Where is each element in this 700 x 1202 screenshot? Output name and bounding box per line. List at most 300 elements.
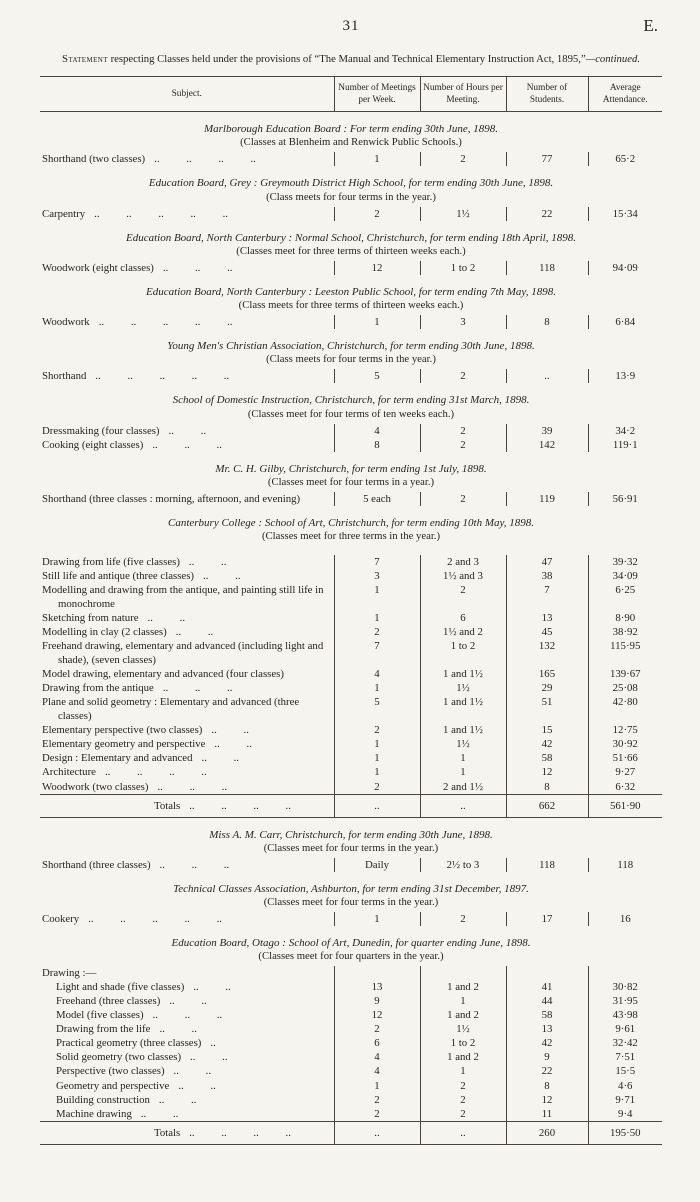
attendance-cell: 42·80 (588, 695, 662, 723)
subject-text: Practical geometry (three classes) .. (56, 1037, 216, 1050)
table-row (40, 152, 662, 166)
students-cell: 39 (506, 424, 588, 438)
section-note-row (40, 896, 662, 912)
section-note: (Classes meet for four quarters in the year.) (258, 950, 444, 963)
subject-text: Freehand (three classes) .. .. (56, 995, 207, 1008)
subject-cell (40, 315, 334, 329)
subject-cell (40, 261, 334, 275)
col-header-attendance: Average Attendance. (588, 76, 662, 111)
table-row (40, 639, 662, 667)
subject-text: Light and shade (five classes) .. .. (56, 981, 231, 994)
leader-dots: .. .. (159, 1023, 197, 1036)
leader-dots: .. .. (169, 995, 207, 1008)
subject-text: Drawing from the life .. .. (56, 1023, 197, 1036)
students-cell: 118 (506, 261, 588, 275)
students-cell: 662 (506, 794, 588, 817)
subject-cell (40, 625, 334, 639)
meetings-cell: 12 (334, 1008, 420, 1022)
subject-text: Shorthand (three classes : morning, afternoon, and evening) (42, 492, 301, 505)
subject-text: Modelling in clay (2 classes) .. .. (42, 626, 214, 639)
section-note: (Classes meet for four terms in a year.) (267, 475, 435, 488)
students-cell: 11 (506, 1107, 588, 1122)
attendance-cell: 56·91 (588, 492, 662, 506)
attendance-cell: 32·42 (588, 1036, 662, 1050)
subject-text: Sketching from nature .. .. (42, 612, 186, 625)
leader-dots: .. (210, 1037, 216, 1050)
meetings-cell: 3 (334, 569, 420, 583)
attendance-cell: 9·61 (588, 1022, 662, 1036)
subject-cell (40, 152, 334, 166)
leader-dots: .. .. (214, 738, 252, 751)
leader-dots: .. .. .. (152, 1009, 223, 1022)
hours-cell (420, 966, 506, 980)
hours-cell: 1½ (420, 737, 506, 751)
meetings-cell: 4 (334, 1064, 420, 1078)
section-title: Marlborough Education Board : For term ending 30th June, 1898. (203, 123, 498, 136)
hours-cell: 3 (420, 315, 506, 329)
attendance-cell: 139·67 (588, 667, 662, 681)
meetings-cell: 9 (334, 994, 420, 1008)
subject-text: Elementary geometry and perspective .. .. (42, 738, 252, 751)
subject-text: Plane and solid geometry : Elementary and advanced (three classes) (42, 696, 300, 723)
hours-cell: 1 (420, 765, 506, 779)
section-title: Education Board, North Canterbury : Normal School, Christchurch, for term ending 18th April, 1898. (126, 231, 576, 244)
subject-text: Still life and antique (three classes) .. .. (42, 570, 241, 583)
attendance-cell: 6·84 (588, 315, 662, 329)
table-row (40, 858, 662, 872)
attendance-cell: 38·92 (588, 625, 662, 639)
subject-text: Architecture .. .. .. .. (42, 766, 207, 779)
attendance-cell: 9·4 (588, 1107, 662, 1122)
subject-cell (40, 555, 334, 569)
subject-cell (40, 639, 334, 667)
attendance-cell: 561·90 (588, 794, 662, 817)
totals-row (40, 794, 662, 817)
section-note-row (40, 353, 662, 369)
attendance-cell: 9·27 (588, 765, 662, 779)
subject-cell (40, 369, 334, 383)
hours-cell: 2 (420, 438, 506, 452)
hours-cell: 1 to 2 (420, 1036, 506, 1050)
table-row (40, 1107, 662, 1122)
students-cell: 44 (506, 994, 588, 1008)
attendance-cell: 51·66 (588, 751, 662, 765)
subject-text: Dressmaking (four classes) .. .. (42, 424, 207, 437)
leader-dots: .. .. (175, 626, 214, 639)
section-title-row (40, 112, 662, 137)
meetings-cell: 1 (334, 611, 420, 625)
section-title: Education Board, North Canterbury : Leeston Public School, for term ending 7th May, 1898. (146, 285, 556, 298)
subject-text: Freehand drawing, elementary and advanced (including light and shade), (seven classes) (42, 640, 324, 667)
table-row (40, 1008, 662, 1022)
section-note: (Class meets for three terms of thirteen weeks each.) (238, 299, 464, 312)
leader-dots: .. .. (188, 556, 227, 569)
meetings-cell: 1 (334, 912, 420, 926)
subject-cell (40, 438, 334, 452)
leader-dots: .. .. (168, 424, 207, 437)
leader-dots: .. .. (201, 752, 239, 765)
subject-text: Elementary perspective (two classes) .. .. (42, 724, 249, 737)
leader-dots: .. .. .. .. (104, 766, 207, 779)
section-title: Education Board, Otago : School of Art, Dunedin, for quarter ending June, 1898. (171, 937, 531, 950)
section-note: (Classes meet for four terms of ten weeks each.) (247, 407, 455, 420)
table-row (40, 1064, 662, 1078)
section-note: (Classes at Blenheim and Renwick Public Schools.) (240, 136, 462, 149)
subject-cell (40, 780, 334, 795)
subject-cell (40, 737, 334, 751)
students-cell: 260 (506, 1121, 588, 1144)
meetings-cell: Daily (334, 858, 420, 872)
group-row (40, 966, 662, 980)
col-header-subject: Subject. (40, 76, 334, 111)
section-title-row (40, 166, 662, 190)
totals-label-cell (40, 794, 334, 817)
subject-cell (40, 207, 334, 221)
subject-text: Shorthand .. .. .. .. .. (42, 370, 230, 383)
table-row (40, 261, 662, 275)
attendance-cell: 8·90 (588, 611, 662, 625)
hours-cell: 2 (420, 583, 506, 611)
subject-cell (40, 611, 334, 625)
students-cell: 12 (506, 765, 588, 779)
table-row (40, 555, 662, 569)
table-row (40, 980, 662, 994)
hours-cell: 2 (420, 492, 506, 506)
students-cell: .. (506, 369, 588, 383)
students-cell: 13 (506, 611, 588, 625)
meetings-cell: 4 (334, 667, 420, 681)
subject-text: Modelling and drawing from the antique, and painting still life in monochrome (42, 584, 324, 611)
section-title: Canterbury College : School of Art, Christchurch, for term ending 10th May, 1898. (167, 516, 535, 529)
meetings-cell: 2 (334, 207, 420, 221)
students-cell: 42 (506, 1036, 588, 1050)
hours-cell: 2 and 3 (420, 555, 506, 569)
students-cell: 15 (506, 723, 588, 737)
hours-cell: 1½ and 3 (420, 569, 506, 583)
table-row (40, 667, 662, 681)
section-note-row (40, 191, 662, 207)
students-cell: 42 (506, 737, 588, 751)
table-row (40, 780, 662, 795)
table-row (40, 315, 662, 329)
attendance-cell: 25·08 (588, 681, 662, 695)
section-title-row (40, 221, 662, 245)
hours-cell: 1 to 2 (420, 261, 506, 275)
students-cell: 17 (506, 912, 588, 926)
attendance-cell: 13·9 (588, 369, 662, 383)
table-body (40, 112, 662, 1144)
section-note-row (40, 950, 662, 966)
hours-cell: 1 and 2 (420, 980, 506, 994)
table-row (40, 207, 662, 221)
meetings-cell: 2 (334, 1022, 420, 1036)
col-header-students: Number of Students. (506, 76, 588, 111)
subject-cell (40, 765, 334, 779)
table-row (40, 1079, 662, 1093)
attendance-cell: 6·25 (588, 583, 662, 611)
section-note-row (40, 476, 662, 492)
subject-cell (40, 1008, 334, 1022)
subject-cell (40, 966, 334, 980)
students-cell: 51 (506, 695, 588, 723)
meetings-cell: 5 (334, 695, 420, 723)
meetings-cell: 5 each (334, 492, 420, 506)
subject-text: Woodwork (two classes) .. .. .. (42, 780, 228, 793)
section-note-row (40, 408, 662, 424)
meetings-cell: 6 (334, 1036, 420, 1050)
hours-cell: 2 and 1½ (420, 780, 506, 795)
table-row (40, 681, 662, 695)
section-title-row (40, 452, 662, 476)
totals-row (40, 1121, 662, 1144)
attendance-cell: 118 (588, 858, 662, 872)
totals-label: Totals .. .. .. .. (154, 799, 291, 812)
heading-continued: —continued. (585, 53, 641, 65)
hours-cell: 1 and 1½ (420, 695, 506, 723)
subject-text: Solid geometry (two classes) .. .. (56, 1051, 228, 1064)
section-title-row (40, 329, 662, 353)
section-note-row (40, 245, 662, 261)
students-cell: 22 (506, 1064, 588, 1078)
meetings-cell (334, 966, 420, 980)
section-note-row (40, 842, 662, 858)
leader-dots: .. .. (190, 1051, 228, 1064)
students-cell: 165 (506, 667, 588, 681)
students-cell: 77 (506, 152, 588, 166)
leader-dots: .. .. (211, 724, 249, 737)
subject-cell (40, 681, 334, 695)
attendance-cell: 39·32 (588, 555, 662, 569)
attendance-cell: 43·98 (588, 1008, 662, 1022)
table-row (40, 438, 662, 452)
section-title: Young Men's Christian Association, Christchurch, for term ending 30th June, 1898. (167, 340, 535, 353)
leader-dots: .. .. (173, 1065, 212, 1078)
hours-cell: 6 (420, 611, 506, 625)
hours-cell: 2 (420, 1079, 506, 1093)
meetings-cell: 2 (334, 723, 420, 737)
students-cell: 58 (506, 1008, 588, 1022)
table-row (40, 695, 662, 723)
leader-dots: .. .. .. .. .. (98, 316, 233, 329)
subject-cell (40, 569, 334, 583)
meetings-cell: 1 (334, 681, 420, 695)
subject-text: Model drawing, elementary and advanced (four classes) (42, 668, 284, 681)
leader-dots: .. .. .. .. (189, 1126, 291, 1139)
leader-dots: .. .. .. (159, 858, 230, 871)
page-letter: E. (643, 16, 658, 35)
subject-cell (40, 723, 334, 737)
meetings-cell: 1 (334, 1079, 420, 1093)
attendance-cell: 7·51 (588, 1050, 662, 1064)
students-cell: 58 (506, 751, 588, 765)
meetings-cell: 1 (334, 737, 420, 751)
hours-cell: 2 (420, 424, 506, 438)
leader-dots: .. .. .. (152, 438, 222, 451)
students-cell: 45 (506, 625, 588, 639)
meetings-cell: 5 (334, 369, 420, 383)
attendance-cell: 6·32 (588, 780, 662, 795)
hours-cell: 2 (420, 912, 506, 926)
subject-cell (40, 1036, 334, 1050)
subject-cell (40, 424, 334, 438)
hours-cell: 1 and 2 (420, 1008, 506, 1022)
meetings-cell: 7 (334, 555, 420, 569)
subject-text: Shorthand (two classes) .. .. .. .. (42, 153, 256, 166)
section-title-row (40, 506, 662, 530)
totals-label: Totals .. .. .. .. (154, 1126, 291, 1139)
attendance-cell (588, 966, 662, 980)
subject-text: Woodwork (eight classes) .. .. .. (42, 261, 233, 274)
hours-cell: 2 (420, 152, 506, 166)
hours-cell: 1 and 1½ (420, 667, 506, 681)
section-title-row (40, 926, 662, 950)
students-cell: 8 (506, 780, 588, 795)
attendance-cell: 4·6 (588, 1079, 662, 1093)
section-note-row (40, 136, 662, 152)
subject-cell (40, 1107, 334, 1122)
students-cell: 132 (506, 639, 588, 667)
section-title: Mr. C. H. Gilby, Christchurch, for term ending 1st July, 1898. (215, 462, 487, 475)
heading-lead: Statement (61, 53, 108, 65)
meetings-cell: 2 (334, 625, 420, 639)
leader-dots: .. .. (158, 1093, 197, 1106)
table-row (40, 912, 662, 926)
table-row (40, 765, 662, 779)
subject-text: Cookery .. .. .. .. .. (42, 913, 222, 926)
hours-cell: 1½ and 2 (420, 625, 506, 639)
attendance-cell: 195·50 (588, 1121, 662, 1144)
subject-cell (40, 994, 334, 1008)
table-row (40, 723, 662, 737)
meetings-cell: 4 (334, 1050, 420, 1064)
students-cell: 41 (506, 980, 588, 994)
hours-cell: 1 to 2 (420, 639, 506, 667)
leader-dots: .. .. .. .. .. (94, 207, 228, 220)
table-row (40, 424, 662, 438)
attendance-cell: 15·5 (588, 1064, 662, 1078)
subject-text: Model (five classes) .. .. .. (56, 1009, 223, 1022)
meetings-cell: .. (334, 794, 420, 817)
meetings-cell: 2 (334, 1107, 420, 1122)
students-cell: 119 (506, 492, 588, 506)
section-title-row (40, 817, 662, 842)
students-cell: 12 (506, 1093, 588, 1107)
leader-dots: .. .. .. .. (154, 153, 256, 166)
leader-dots: .. .. .. .. .. (88, 913, 222, 926)
leader-dots: .. .. (193, 981, 231, 994)
section-note-row (40, 530, 662, 555)
hours-cell: 1½ (420, 1022, 506, 1036)
attendance-cell: 9·71 (588, 1093, 662, 1107)
leader-dots: .. .. .. .. (189, 799, 291, 812)
meetings-cell: 8 (334, 438, 420, 452)
attendance-cell: 65·2 (588, 152, 662, 166)
heading-rest: respecting Classes held under the provisions of “The Manual and Technical Elementary Instruction Act, 1895,” (107, 53, 586, 65)
section-title-row (40, 383, 662, 407)
attendance-cell: 94·09 (588, 261, 662, 275)
meetings-cell: 1 (334, 765, 420, 779)
table-row (40, 569, 662, 583)
leader-dots: .. .. .. (162, 261, 233, 274)
meetings-cell: 12 (334, 261, 420, 275)
subject-cell (40, 1022, 334, 1036)
attendance-cell: 30·82 (588, 980, 662, 994)
subject-text: Perspective (two classes) .. .. (56, 1065, 212, 1078)
subject-cell (40, 583, 334, 611)
subject-cell (40, 858, 334, 872)
hours-cell: 2 (420, 369, 506, 383)
table-row (40, 1050, 662, 1064)
subject-cell (40, 1079, 334, 1093)
meetings-cell: 1 (334, 751, 420, 765)
subject-cell (40, 1093, 334, 1107)
hours-cell: 1 and 1½ (420, 723, 506, 737)
table-row (40, 492, 662, 506)
subject-cell (40, 1064, 334, 1078)
table-row (40, 369, 662, 383)
hours-cell: 1 (420, 751, 506, 765)
leader-dots: .. .. .. (162, 682, 233, 695)
table-row (40, 583, 662, 611)
subject-cell (40, 980, 334, 994)
table-row (40, 1036, 662, 1050)
students-cell: 7 (506, 583, 588, 611)
subject-cell (40, 912, 334, 926)
hours-cell: 2 (420, 1107, 506, 1122)
leader-dots: .. .. (203, 570, 241, 583)
section-title: School of Domestic Instruction, Christchurch, for term ending 31st March, 1898. (172, 394, 530, 407)
students-cell: 118 (506, 858, 588, 872)
page-number: 31 (342, 18, 360, 34)
subject-text: Design : Elementary and advanced .. .. (42, 752, 239, 765)
section-note: (Classes meet for three terms of thirteen weeks each.) (236, 244, 466, 257)
col-header-meetings: Number of Meetings per Week. (334, 76, 420, 111)
col-header-hours: Number of Hours per Meeting. (420, 76, 506, 111)
section-title: Education Board, Grey : Greymouth District High School, for term ending 30th June, 1898. (148, 177, 554, 190)
hours-cell: 1 (420, 1064, 506, 1078)
section-note: (Classes meet for three terms in the year.) (261, 530, 441, 543)
hours-cell: 1½ (420, 207, 506, 221)
subject-text: Woodwork .. .. .. .. .. (42, 316, 233, 329)
meetings-cell: 4 (334, 424, 420, 438)
section-note: (Class meets for four terms in the year.) (266, 353, 436, 366)
students-cell: 8 (506, 315, 588, 329)
table-row (40, 751, 662, 765)
students-cell: 8 (506, 1079, 588, 1093)
leader-dots: .. .. (178, 1079, 216, 1092)
classes-table (40, 76, 662, 1145)
hours-cell: 2 (420, 1093, 506, 1107)
statement-heading (40, 52, 662, 67)
students-cell: 22 (506, 207, 588, 221)
attendance-cell: 115·95 (588, 639, 662, 667)
subject-text: Geometry and perspective .. .. (56, 1079, 216, 1092)
subject-text: Building construction .. .. (56, 1093, 197, 1106)
attendance-cell: 15·34 (588, 207, 662, 221)
students-cell (506, 966, 588, 980)
hours-cell: 1 (420, 994, 506, 1008)
section-title: Miss A. M. Carr, Christchurch, for term ending 30th June, 1898. (209, 828, 493, 841)
table-row (40, 994, 662, 1008)
meetings-cell: 2 (334, 1093, 420, 1107)
attendance-cell: 34·09 (588, 569, 662, 583)
attendance-cell: 30·92 (588, 737, 662, 751)
students-cell: 29 (506, 681, 588, 695)
subject-text: Drawing from life (five classes) .. .. (42, 556, 227, 569)
students-cell: 13 (506, 1022, 588, 1036)
table-row (40, 737, 662, 751)
attendance-cell: 119·1 (588, 438, 662, 452)
